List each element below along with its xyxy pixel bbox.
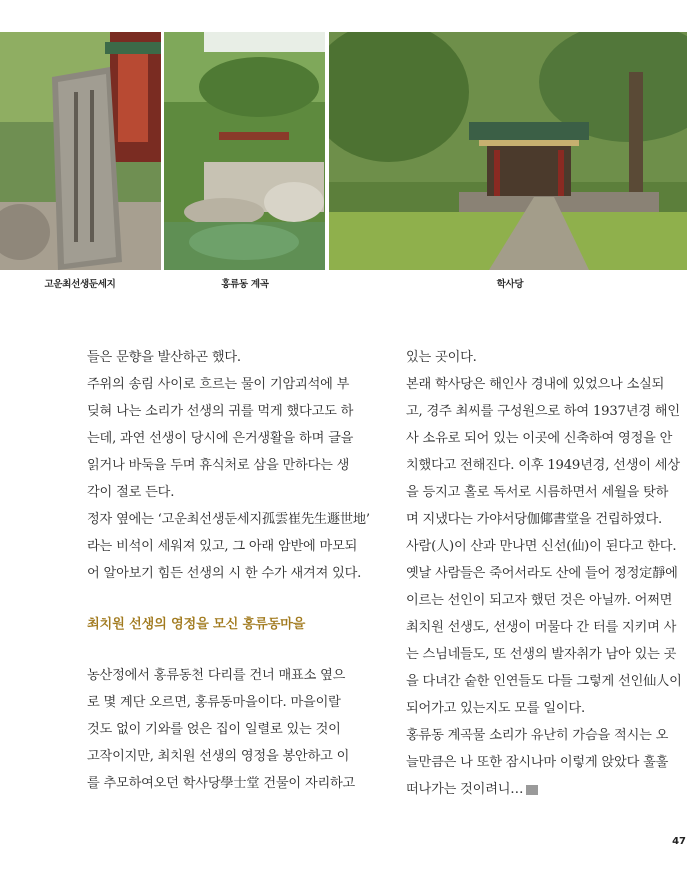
photo-stone-monument — [0, 32, 161, 270]
text-line: 는데, 과연 선생이 당시에 은거생활을 하며 글을 — [87, 431, 354, 446]
text-line: 이르는 선인이 되고자 했던 것은 아닐까. 어쩌면 — [406, 593, 673, 608]
caption-photo3: 학사당 — [496, 279, 524, 290]
text-line: 정자 옆에는 ‘고운최선생둔세지孤雲崔先生遯世地’ — [87, 512, 370, 527]
left-column — [87, 344, 369, 797]
text-line: 각이 절로 든다. — [87, 485, 175, 500]
text-line: 본래 학사당은 해인사 경내에 있었으나 소실되 — [406, 377, 665, 392]
text-line: 를 추모하여오던 학사당學士堂 건물이 자리하고 — [87, 776, 356, 791]
text-line: 있는 곳이다. — [406, 350, 477, 365]
caption-photo2: 홍류동 계곡 — [221, 279, 269, 290]
last-line-text: 떠나가는 것이려니… — [406, 782, 524, 797]
photo-valley — [164, 32, 325, 270]
photo-haksadang — [329, 32, 687, 270]
text-line: 딪혀 나는 소리가 선생의 귀를 먹게 했다고도 하 — [87, 404, 354, 419]
text-line: 는 스님네들도, 또 선생의 발자취가 남아 있는 곳 — [406, 647, 677, 662]
text-line: 을 다녀간 숱한 인연들도 다들 그렇게 선인仙人이 — [406, 674, 682, 689]
text-line: 고작이지만, 최치원 선생의 영정을 봉안하고 이 — [87, 749, 350, 764]
text-line: 며 지냈다는 가야서당伽倻書堂을 건립하였다. — [406, 512, 663, 527]
text-line: 늘만큼은 나 또한 잠시나마 이렇게 앉았다 훌훌 — [406, 755, 669, 770]
text-line: 최치원 선생도, 선생이 머물다 간 터를 지키며 사 — [406, 620, 677, 635]
text-line: 것도 없이 기와를 얹은 집이 일렬로 있는 것이 — [87, 722, 341, 737]
text-line: 읽거나 바둑을 두며 휴식처로 삼을 만하다는 생 — [87, 458, 350, 473]
text-line: 옛날 사람들은 죽어서라도 산에 들어 정정定靜에 — [406, 566, 678, 581]
text-line: 사람(人)이 산과 만나면 신선(仙)이 된다고 한다. — [406, 539, 677, 554]
text-line: 주위의 송림 사이로 흐르는 물이 기암괴석에 부 — [87, 377, 350, 392]
text-line: 어 알아보기 힘든 선생의 시 한 수가 새겨져 있다. — [87, 566, 362, 581]
text-line: 을 등지고 홀로 독서로 시름하면서 세월을 탓하 — [406, 485, 669, 500]
text-line: 되어가고 있는지도 모를 일이다. — [406, 701, 585, 716]
text-line: 고, 경주 최씨를 구성원으로 하여 1937년경 해인 — [406, 404, 680, 419]
right-column — [406, 344, 688, 803]
caption-photo1: 고운최선생둔세지 — [44, 279, 116, 290]
page-number: 47 — [672, 836, 686, 847]
text-line: 라는 비석이 세워져 있고, 그 아래 암반에 마모되 — [87, 539, 358, 554]
text-line-last — [406, 776, 688, 803]
text-line: 들은 문향을 발산하곤 했다. — [87, 350, 241, 365]
text-line: 농산정에서 홍류동천 다리를 건너 매표소 옆으 — [87, 668, 346, 683]
section-heading: 최치원 선생의 영정을 모신 홍류동마을 — [87, 617, 306, 632]
text-line: 치했다고 전해진다. 이후 1949년경, 선생이 세상 — [406, 458, 680, 473]
text-line: 로 몇 계단 오르면, 홍류동마을이다. 마을이랄 — [87, 695, 341, 710]
text-line: 사 소유로 되어 있는 이곳에 신축하여 영정을 안 — [406, 431, 673, 446]
end-mark-icon — [526, 785, 538, 795]
text-line: 홍류동 계곡물 소리가 유난히 가슴을 적시는 오 — [406, 728, 669, 743]
